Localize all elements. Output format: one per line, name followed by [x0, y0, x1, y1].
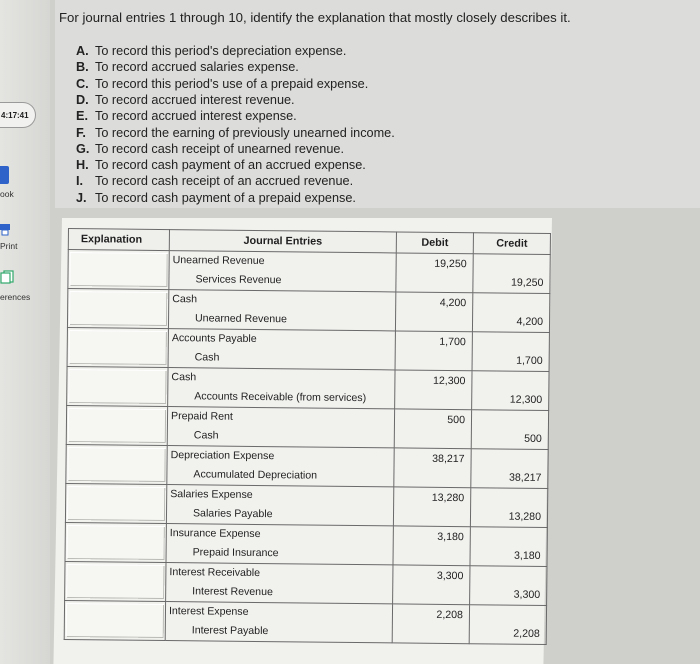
option-item [76, 60, 299, 74]
option-item [76, 126, 395, 140]
credit-account: Unearned Revenue [194, 312, 288, 326]
option-item [76, 191, 356, 205]
credit-amount: 3,300 [513, 588, 541, 601]
table-row [64, 600, 546, 644]
option-letter: I. [76, 174, 84, 189]
option-text: To record cash payment of a prepaid expense. [95, 190, 356, 205]
explanation-select[interactable] [69, 330, 167, 365]
credit-amount: 1,700 [516, 354, 543, 367]
debit-account: Interest Expense [168, 605, 249, 618]
debit-account: Prepaid Rent [170, 410, 233, 423]
debit-amount: 3,300 [436, 569, 464, 583]
credit-header: Credit [473, 233, 550, 255]
debit-header: Debit [396, 232, 473, 254]
credit-account: Cash [194, 351, 220, 364]
print-icon[interactable] [0, 222, 12, 236]
explanation-select[interactable] [68, 369, 166, 404]
table-row [66, 444, 548, 488]
debit-account: Salaries Expense [170, 488, 253, 501]
credit-account: Interest Revenue [192, 585, 273, 599]
debit-account: Unearned Revenue [172, 254, 265, 268]
debit-amount: 3,180 [437, 530, 464, 544]
journal-entries-header: Journal Entries [169, 230, 396, 253]
table-row [67, 327, 549, 371]
debit-amount: 500 [447, 413, 466, 427]
references-icon[interactable] [0, 270, 14, 284]
credit-amount: 2,208 [513, 627, 540, 640]
timer-readout: 4:17:41 [0, 102, 36, 128]
sidebar-item-references[interactable]: erences [0, 292, 31, 302]
debit-amount: 13,280 [431, 491, 465, 505]
debit-account: Cash [172, 293, 198, 306]
credit-account: Interest Payable [191, 624, 269, 638]
credit-account: Salaries Payable [192, 507, 273, 521]
option-letter: D. [76, 92, 89, 107]
credit-amount: 4,200 [516, 315, 544, 328]
credit-amount: 3,180 [514, 549, 541, 562]
option-text: To record accrued salaries expense. [95, 60, 299, 75]
debit-account: Depreciation Expense [170, 449, 275, 463]
debit-amount: 12,300 [432, 374, 466, 388]
credit-account: Accounts Receivable (from services) [194, 390, 367, 405]
option-text: To record cash receipt of unearned revenue. [95, 141, 344, 156]
debit-account: Interest Receivable [169, 566, 261, 580]
journal-table [64, 228, 551, 645]
option-letter: G. [76, 141, 90, 156]
explanation-select[interactable] [66, 564, 164, 599]
explanation-header: Explanation [68, 229, 169, 251]
table-row [65, 561, 547, 605]
table-row [66, 405, 548, 449]
explanation-select[interactable] [67, 486, 165, 521]
option-letter: E. [76, 109, 88, 124]
option-text: To record this period's use of a prepaid expense. [95, 76, 369, 91]
option-text: To record accrued interest revenue. [95, 92, 295, 107]
credit-amount: 12,300 [509, 393, 543, 406]
option-letter: A. [76, 44, 89, 58]
option-letter: H. [76, 158, 89, 173]
option-letter: B. [76, 60, 89, 75]
option-letter: J. [76, 190, 87, 205]
explanation-select[interactable] [69, 252, 167, 287]
credit-account: Prepaid Insurance [192, 546, 279, 560]
table-row [65, 522, 547, 566]
credit-account: Services Revenue [195, 273, 282, 287]
option-text: To record the earning of previously unearned income. [95, 125, 395, 140]
explanation-select[interactable] [67, 525, 165, 560]
explanation-select[interactable] [67, 447, 165, 482]
option-item [76, 109, 297, 123]
option-text: To record cash receipt of an accrued revenue. [95, 174, 354, 189]
option-letter: F. [76, 125, 86, 140]
question-prompt: For journal entries 1 through 10, identify the explanation that mostly closely describes it. [59, 10, 571, 25]
option-item [76, 158, 366, 172]
option-text: To record accrued interest expense. [95, 109, 297, 124]
table-row [67, 366, 549, 410]
option-text: To record cash payment of an accrued expense. [95, 158, 366, 173]
sidebar-item-ebook[interactable]: ook [0, 189, 14, 199]
option-item [76, 142, 344, 156]
credit-amount: 19,250 [510, 276, 544, 289]
book-icon[interactable] [0, 166, 9, 184]
option-item [76, 93, 295, 107]
credit-amount: 500 [524, 432, 542, 445]
debit-amount: 2,208 [436, 608, 464, 622]
debit-amount: 38,217 [432, 452, 465, 466]
table-row [67, 289, 549, 333]
debit-account: Cash [171, 371, 197, 384]
sidebar-item-print[interactable]: Print [0, 241, 18, 251]
option-item [76, 44, 346, 58]
credit-account: Cash [193, 429, 219, 442]
table-row [68, 250, 550, 294]
credit-account: Accumulated Depreciation [193, 468, 318, 482]
credit-amount: 38,217 [508, 471, 542, 484]
debit-amount: 1,700 [439, 335, 466, 349]
explanation-select[interactable] [66, 603, 164, 638]
debit-account: Accounts Payable [171, 332, 257, 345]
table-row [65, 483, 547, 527]
explanation-select[interactable] [69, 291, 167, 326]
option-letter: C. [76, 76, 89, 91]
option-item [76, 174, 353, 188]
explanation-select[interactable] [68, 408, 166, 443]
debit-amount: 4,200 [439, 296, 467, 310]
debit-account: Insurance Expense [169, 527, 261, 541]
left-sidebar [0, 0, 50, 664]
option-item [76, 77, 368, 91]
credit-amount: 13,280 [508, 510, 542, 523]
option-text: To record this period's depreciation expense. [95, 44, 347, 58]
debit-amount: 19,250 [434, 257, 467, 271]
